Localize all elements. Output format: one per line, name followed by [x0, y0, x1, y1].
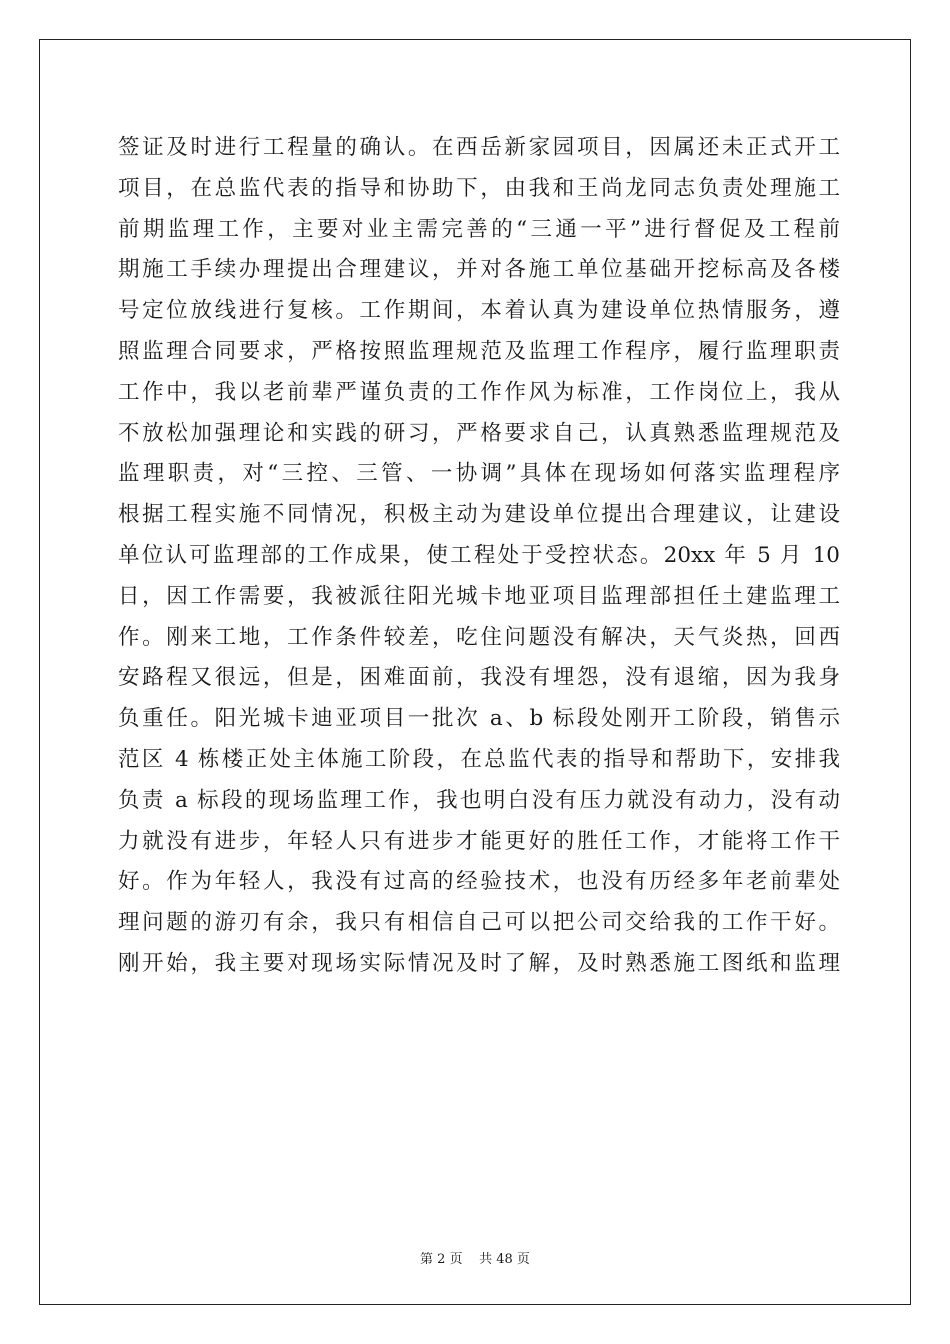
text-line-3: 前期监理工作，主要对业主需完善的“三通一平”进行督促及工程前	[118, 216, 840, 242]
page-total: 共 48 页	[479, 1252, 530, 1267]
text-line-7: 工作中，我以老前辈严谨负责的工作作风为标准，工作岗位上，我从	[118, 379, 840, 405]
text-line-6: 照监理合同要求，严格按照监理规范及监理工作程序，履行监理职责	[118, 338, 840, 364]
text-line-9: 监理职责，对“三控、三管、一协调”具体在现场如何落实监理程序	[118, 461, 840, 487]
text-line-11: 单位认可监理部的工作成果，使工程处于受控状态。20xx 年 5 月 10	[118, 542, 840, 568]
text-line-16: 范区 4 栋楼正处主体施工阶段，在总监代表的指导和帮助下，安排我	[118, 746, 840, 772]
text-line-18: 力就没有进步，年轻人只有进步才能更好的胜任工作，才能将工作干	[118, 828, 840, 854]
text-line-12: 日，因工作需要，我被派往阳光城卡地亚项目监理部担任土建监理工	[118, 583, 840, 609]
text-line-21: 刚开始，我主要对现场实际情况及时了解，及时熟悉施工图纸和监理	[118, 950, 840, 976]
text-line-15: 负重任。阳光城卡迪亚项目一批次 a、b 标段处刚开工阶段，销售示	[118, 706, 840, 732]
text-line-14: 安路程又很远，但是，困难面前，我没有埋怨，没有退缩，因为我身	[118, 665, 840, 691]
text-line-20: 理问题的游刃有余，我只有相信自己可以把公司交给我的工作干好。	[118, 910, 840, 936]
text-line-19: 好。作为年轻人，我没有过高的经验技术，也没有历经多年老前辈处	[118, 869, 840, 895]
text-line-4: 期施工手续办理提出合理建议，并对各施工单位基础开挖标高及各楼	[118, 257, 840, 283]
body-text	[118, 128, 840, 985]
text-line-13: 作。刚来工地，工作条件较差，吃住问题没有解决，天气炎热，回西	[118, 624, 840, 650]
text-line-17: 负责 a 标段的现场监理工作，我也明白没有压力就没有动力，没有动	[118, 787, 840, 813]
text-line-10: 根据工程实施不同情况，积极主动为建设单位提出合理建议，让建设	[118, 502, 840, 528]
text-line-1: 签证及时进行工程量的确认。在西岳新家园项目，因属还未正式开工	[118, 135, 840, 160]
text-line-5: 号定位放线进行复核。工作期间，本着认真为建设单位热情服务，遵	[118, 298, 840, 324]
text-line-2: 项目，在总监代表的指导和协助下，由我和王尚龙同志负责处理施工	[118, 175, 840, 201]
page-number: 第 2 页	[420, 1252, 463, 1267]
page-footer	[0, 1248, 950, 1267]
text-line-8: 不放松加强理论和实践的研习，严格要求自己，认真熟悉监理规范及	[118, 420, 840, 446]
